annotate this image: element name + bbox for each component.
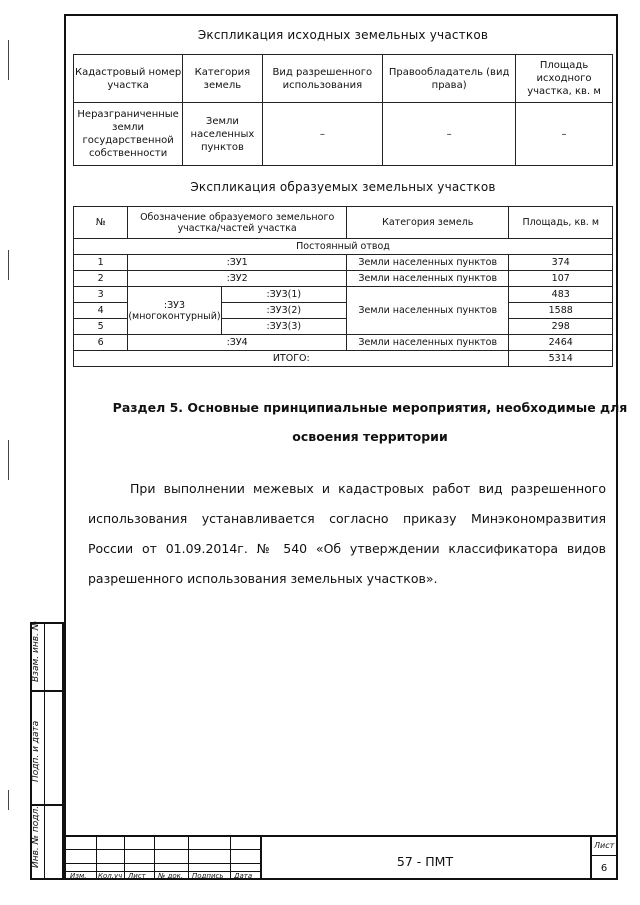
table1-title: Экспликация исходных земельных участков	[197, 28, 489, 42]
side-stamp	[30, 622, 64, 880]
row-sub-designation: :ЗУ3(3)	[221, 319, 346, 335]
section-paragraph: При выполнении межевых и кадастровых работ вид разрешенного использования устанавливается согласно приказу Минэкономразвития России от 01.09.2014г. № 540 «Об утверждении классификатора видов разрешенного использования земельных участков».	[88, 481, 606, 586]
row-area: 2464	[509, 335, 613, 351]
multi-designation	[128, 287, 221, 335]
row-sub-designation: :ЗУ3(2)	[221, 303, 346, 319]
table2-title: Экспликация образуемых земельных участков	[190, 180, 496, 194]
stamp-label-signature: Подпись	[192, 872, 224, 880]
edge-mark	[8, 440, 9, 480]
table-row	[74, 335, 613, 351]
row-designation: :ЗУ4	[128, 335, 347, 351]
stamp-line	[590, 855, 618, 856]
table-row	[74, 287, 613, 303]
edge-mark	[8, 250, 9, 280]
stamp-label-doc: № док.	[158, 872, 184, 880]
row-area: 107	[509, 271, 613, 287]
row-number: 6	[74, 335, 128, 351]
row-category: Земли населенных пунктов	[347, 335, 509, 351]
side-label-sign: Подп. и дата	[31, 720, 41, 782]
row-number: 2	[74, 271, 128, 287]
row-number: 3	[74, 287, 128, 303]
header-category: Категория земель	[347, 207, 509, 239]
stamp-label-change: Изм.	[70, 872, 87, 880]
header-source-area: Площадь исходного участка, кв. м	[516, 55, 613, 103]
side-label-inv: Инв. № подл.	[31, 805, 41, 868]
row-area: 1588	[509, 303, 613, 319]
row-category: Земли населенных пунктов	[347, 255, 509, 271]
stamp-label-sheet: Лист	[128, 872, 146, 880]
header-area: Площадь, кв. м	[509, 207, 613, 239]
cell-permitted-use: –	[262, 103, 383, 166]
row-category: Земли населенных пунктов	[347, 271, 509, 287]
row-area: 374	[509, 255, 613, 271]
title-block	[64, 835, 618, 880]
cell-cadastral-number: Неразграниченные земли государственной собственности	[74, 103, 183, 166]
header-designation: Обозначение образуемого земельного участка/частей участка	[128, 207, 347, 239]
header-cadastral-number: Кадастровый номер участка	[74, 55, 183, 103]
edge-mark	[8, 790, 9, 810]
total-value: 5314	[509, 351, 613, 367]
document-code: 57 - ПМТ	[396, 854, 454, 869]
row-sub-designation: :ЗУ3(1)	[221, 287, 346, 303]
multi-designation-code: :ЗУ3	[163, 299, 186, 311]
row-designation: :ЗУ1	[128, 255, 347, 271]
cell-land-category: Земли населенных пунктов	[183, 103, 262, 166]
stamp-col	[154, 835, 155, 880]
multi-designation-note: (многоконтурный)	[128, 310, 221, 322]
table-row	[74, 271, 613, 287]
row-number: 4	[74, 303, 128, 319]
row-number: 5	[74, 319, 128, 335]
group-row: Постоянный отвод	[74, 239, 613, 255]
section-heading-line2: освоения территории	[292, 429, 448, 444]
total-label: ИТОГО:	[74, 351, 509, 367]
header-permitted-use: Вид разрешенного использования	[262, 55, 383, 103]
header-land-category: Категория земель	[183, 55, 262, 103]
stamp-label-date: Дата	[234, 872, 253, 880]
stamp-top-line	[64, 835, 618, 837]
header-number: №	[74, 207, 128, 239]
multi-category: Земли населенных пунктов	[347, 287, 509, 335]
stamp-label-qty: Кол.уч	[98, 872, 123, 880]
header-owner: Правообладатель (вид права)	[383, 55, 516, 103]
row-area: 483	[509, 287, 613, 303]
source-plots-table	[73, 54, 613, 166]
table-row	[74, 255, 613, 271]
cell-owner: –	[383, 103, 516, 166]
sheet-label: Лист	[594, 841, 615, 850]
section-heading-line1: Раздел 5. Основные принципиальные мероприятия, необходимые для	[112, 400, 628, 415]
side-divider	[44, 622, 45, 880]
side-label-replace: Взам. инв. №	[31, 620, 41, 682]
sheet-number: 6	[600, 863, 608, 874]
cell-source-area: –	[516, 103, 613, 166]
stamp-col	[188, 835, 189, 880]
stamp-col	[230, 835, 231, 880]
row-area: 298	[509, 319, 613, 335]
total-row	[74, 351, 613, 367]
row-number: 1	[74, 255, 128, 271]
formed-plots-table	[73, 206, 613, 367]
edge-mark	[8, 40, 9, 80]
stamp-col	[124, 835, 125, 880]
row-designation: :ЗУ2	[128, 271, 347, 287]
stamp-col	[96, 835, 97, 880]
